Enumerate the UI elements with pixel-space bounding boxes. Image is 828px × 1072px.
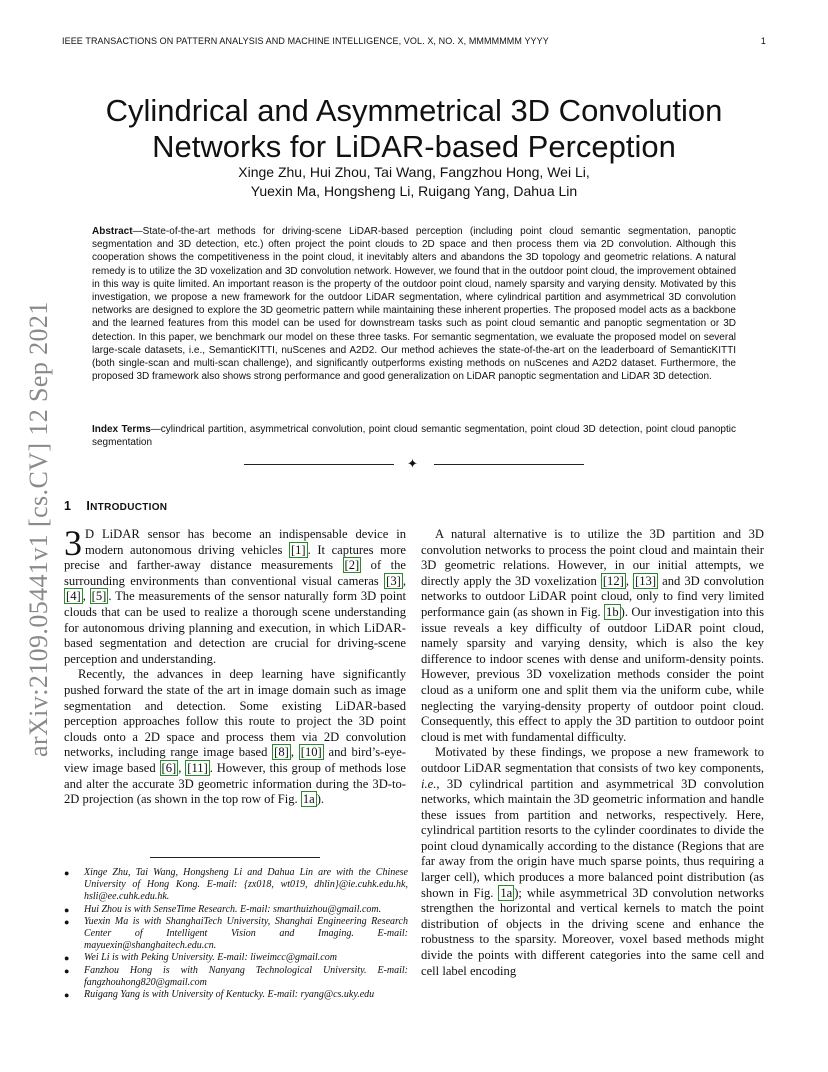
index-terms-label: Index Terms	[92, 424, 151, 435]
citation-link[interactable]: [3]	[386, 573, 401, 588]
abstract-text: —State-of-the-art methods for driving-scene LiDAR-based perception (including point cloud semantic segmentation, panoptic segmentation and 3D detection, etc.) often project the point clouds to 2D space and then process them via 2D convolution. Although this cooperation shows the competitiveness in the point cloud, it inevitably alters and abandons the 3D topology and geometric relations. A natural remedy is to utilize the 3D voxelization and 3D convolution network. However, we found that in the outdoor point cloud, the improvement obtained in this way is quite limited. An important reason is the property of the outdoor point cloud, namely sparsity and varying density. Motivated by this investigation, we propose a new framework for the outdoor LiDAR segmentation, where cylindrical partition and asymmetrical 3D convolution networks are designed to explore the 3D geometric pattern while maintaining these inherent properties. The proposed model acts as a backbone and the learned features from this model can be used for downstream tasks such as point cloud semantic and panoptic segmentation or 3D detection. In this paper, we benchmark our model on these three tasks. For semantic segmentation, we evaluate the proposed model on several large-scale datasets, i.e., SemanticKITTI, nuScenes and A2D2. Our method achieves the state-of-the-art on the leaderboard of SemanticKITTI (both single-scan and multi-scan challenge), and significantly outperforms existing methods on nuScenes and A2D2 dataset. Furthermore, the proposed 3D framework also shows strong performance and good generalization on LiDAR panoptic segmentation and LiDAR 3D detection.	[92, 226, 736, 383]
footnote-list	[64, 867, 408, 1001]
text-run: D LiDAR sensor has become an indispensable device in modern autonomous driving vehicles	[85, 527, 406, 557]
text-run: Recently, the advances in deep learning have significantly pushed forward the state of the art in image domain such as image segmentation and detection. Some existing LiDAR-based perception approaches follow this route to project the 3D point clouds onto a 2D space and process them via 2D convolution networks, including range image based	[64, 667, 406, 760]
author-line-1: Xinge Zhu, Hui Zhou, Tai Wang, Fangzhou Hong, Wei Li,	[238, 164, 590, 180]
author-line-2: Yuexin Ma, Hongsheng Li, Ruigang Yang, Dahua Lin	[250, 183, 578, 199]
left-column	[64, 523, 407, 808]
index-terms-text: —cylindrical partition, asymmetrical convolution, point cloud semantic segmentation, point cloud 3D detection, point cloud panoptic segmentation	[92, 424, 736, 449]
citation-link[interactable]: [5]	[91, 589, 107, 604]
text-run: ).	[316, 792, 325, 807]
citation-link[interactable]: [6]	[161, 760, 177, 775]
abstract	[92, 225, 736, 383]
section-separator	[244, 456, 584, 472]
footnote-text: Ruigang Yang is with University of Kentucky. E-mail: ryang@cs.uky.edu	[84, 989, 375, 1001]
bullet-icon: ●	[64, 868, 70, 878]
text-run: A natural alternative is to utilize the 3D partition and 3D convolution networks to process the point cloud and maintain their 3D geometric relations. However, in our initial attempts, we directly apply the 3D voxelization	[421, 527, 764, 588]
intro-paragraph-3: A natural alternative is to utilize the 3D partition and 3D convolution networks to process the point cloud and maintain their 3D geometric relations. However, in our initial attempts, we directly apply the 3D voxelization [12] , [13] and 3D convolution networks to outdoor LiDAR point cloud, only to find very limited performance gain (as shown in Fig. 1b ). Our investigation into this issue reveals a key difficulty of outdoor LiDAR point cloud, namely sparsity and varying density, which is also the key difference to indoor scenes with dense and uniform-density points. However, previous 3D voxelization methods consider the point cloud as a uniform one and split them via the uniform cube, while neglecting the varying-density property of outdoor point cloud. Consequently, this effect to apply the 3D partition to outdoor point cloud is met with fundamental difficulty.	[421, 527, 765, 744]
section-title-rest: NTRODUCTION	[90, 502, 168, 513]
index-terms	[92, 423, 736, 449]
figure-link[interactable]: 1a	[302, 792, 315, 807]
footnote-item	[64, 989, 408, 1001]
section-heading	[64, 499, 167, 513]
footnotes	[64, 867, 408, 1001]
arxiv-identifier: arXiv:2109.05441v1 [cs.CV] 12 Sep 2021	[24, 301, 53, 757]
text-run: Motivated by these findings, we propose a new framework to outdoor LiDAR segmentation that consists of two key components,	[421, 745, 764, 775]
intro-paragraph-1: 3 D LiDAR sensor has become an indispensable device in modern autonomous driving vehicles [1] . It captures more precise and farther-away distance measurements [2] of the surrounding environments than conventional visual cameras [3] , [4] , [5] . The measurements of the sensor naturally form 3D point clouds that can be used to realize a thorough scene understanding for autonomous driving planning and execution, in which LiDAR-based segmentation and detection are crucial for driving-scene perception and understanding.	[64, 523, 406, 666]
footnote-text: Fanzhou Hong is with Nanyang Technological University. E-mail: fangzhouhong820@gmail.com	[84, 964, 408, 988]
drop-cap: 3	[64, 523, 82, 563]
citation-link[interactable]: [8]	[274, 745, 289, 760]
bullet-icon: ●	[64, 953, 70, 964]
footnote-item	[64, 916, 408, 953]
figure-link[interactable]: 1a	[500, 885, 513, 900]
right-column	[421, 527, 764, 979]
text-run: . It captures more precise and farther-away distance measurements	[64, 542, 406, 573]
paper-title: Cylindrical and Asymmetrical 3D Convolution Networks for LiDAR-based Perception	[105, 92, 723, 164]
intro-paragraph-2: Recently, the advances in deep learning have significantly pushed forward the state of the art in image domain such as image segmentation and detection. Some existing LiDAR-based perception approaches follow this route to project the 3D point clouds onto a 2D space and process them via 2D convolution networks, including range image based [8] , [10] and bird’s-eye-view image based [6] , [11] . However, this group of methods lose and alter the accurate 3D geometric information during the 3D-to-2D projection (as shown in the top row of Fig. 1a ).	[64, 667, 407, 807]
separator-diamond-icon: ✦	[407, 456, 418, 471]
footnote-item	[64, 952, 408, 964]
citation-link[interactable]: [13]	[635, 573, 657, 588]
citation-link[interactable]: [4]	[66, 589, 81, 604]
footnote-text: Yuexin Ma is with ShanghaiTech University, Shanghai Engineering Research Center of Intelligent Vision and Imaging. E-mail: mayuexin@shanghaitech.edu.cn.	[84, 915, 408, 952]
running-header	[62, 36, 766, 46]
text-run: , 3D cylindrical partition and asymmetrical 3D convolution networks, which maintain the 3D geometric information and handle these issues from partition and networks, respectively. Here, cylindrical partition resorts to the cylinder coordinates to divide the point cloud dynamically according to the distance (Regions that are far away from the origin have much sparse points, thus requiring a larger cell), which produces a more balanced point distribution (as shown in Fig.	[421, 776, 764, 900]
section-number: 1	[64, 499, 72, 513]
text-run: ). Our investigation into this issue reveals a key difficulty of outdoor LiDAR point cloud, namely sparsity and varying density, which is also the key difference to indoor scenes with dense and uniform-density points. However, previous 3D voxelization methods consider the point cloud as a uniform one and split them via the uniform cube, while neglecting the varying-density property of outdoor point cloud. Consequently, this effect to apply the 3D partition to outdoor point cloud is met with fundamental difficulty.	[421, 604, 764, 744]
text-run: and bird’s-eye-view image based	[64, 745, 407, 775]
text-run: . The measurements of the sensor naturally form 3D point clouds that can be used to realize a thorough scene understanding for autonomous driving planning and execution, in which LiDAR-based segmentation and detection are crucial for driving-scene perception and understanding.	[64, 589, 406, 666]
footnote-item	[64, 904, 408, 916]
footnote-text: Xinge Zhu, Tai Wang, Hongsheng Li and Dahua Lin are with the Chinese University of Hong Kong. E-mail: {zx018, wt019, dhlin}@ie.cuhk.edu.hk, hsli@ee.cuhk.edu.hk.	[84, 867, 408, 903]
citation-link[interactable]: [11]	[187, 760, 208, 775]
text-run: of the surrounding environments than conventional visual cameras	[64, 558, 406, 588]
intro-paragraph-4	[421, 745, 764, 979]
page-number: 1	[760, 36, 766, 46]
citation-link[interactable]: [1]	[290, 542, 306, 557]
footnote-item	[64, 867, 408, 904]
text-run: ); while asymmetrical 3D convolution networks strengthen the horizontal and vertical kernels to match the point distribution of objects in the driving scene and enhance the robustness to the sparsity. Moreover, voxel based methods might divide the points with different categories into the same cell and cell label encoding	[421, 885, 764, 978]
bullet-icon: ●	[64, 990, 70, 1001]
author-list	[60, 163, 768, 201]
text-run: and 3D convolution networks to outdoor LiDAR point cloud, only to find very limited performance gain (as shown in Fig.	[421, 573, 765, 619]
footnote-divider	[150, 857, 320, 858]
citation-link[interactable]: [12]	[602, 573, 624, 588]
citation-link[interactable]: [2]	[344, 558, 360, 573]
separator-line-left	[244, 464, 394, 465]
bullet-icon: ●	[64, 904, 70, 915]
citation-link[interactable]: [10]	[300, 745, 322, 760]
footnote-text: Wei Li is with Peking University. E-mail: liweimcc@gmail.com	[84, 952, 337, 964]
text-run: . However, this group of methods lose and alter the accurate 3D geometric information during the 3D-to-2D projection (as shown in the top row of Fig.	[64, 760, 407, 807]
bullet-icon: ●	[64, 916, 70, 927]
footnote-item	[64, 965, 408, 989]
journal-name: IEEE TRANSACTIONS ON PATTERN ANALYSIS AND MACHINE INTELLIGENCE, VOL. X, NO. X, MMMMMMM YYYY	[62, 36, 549, 46]
bullet-icon: ●	[64, 965, 70, 976]
abstract-label: Abstract	[92, 226, 133, 237]
figure-link[interactable]: 1b	[606, 604, 619, 619]
italic-text: i.e.	[421, 776, 437, 791]
section-title-initial: I	[86, 499, 91, 513]
footnote-text: Hui Zhou is with SenseTime Research. E-mail: smarthuizhou@gmail.com.	[84, 903, 382, 915]
separator-line-right	[434, 464, 584, 465]
